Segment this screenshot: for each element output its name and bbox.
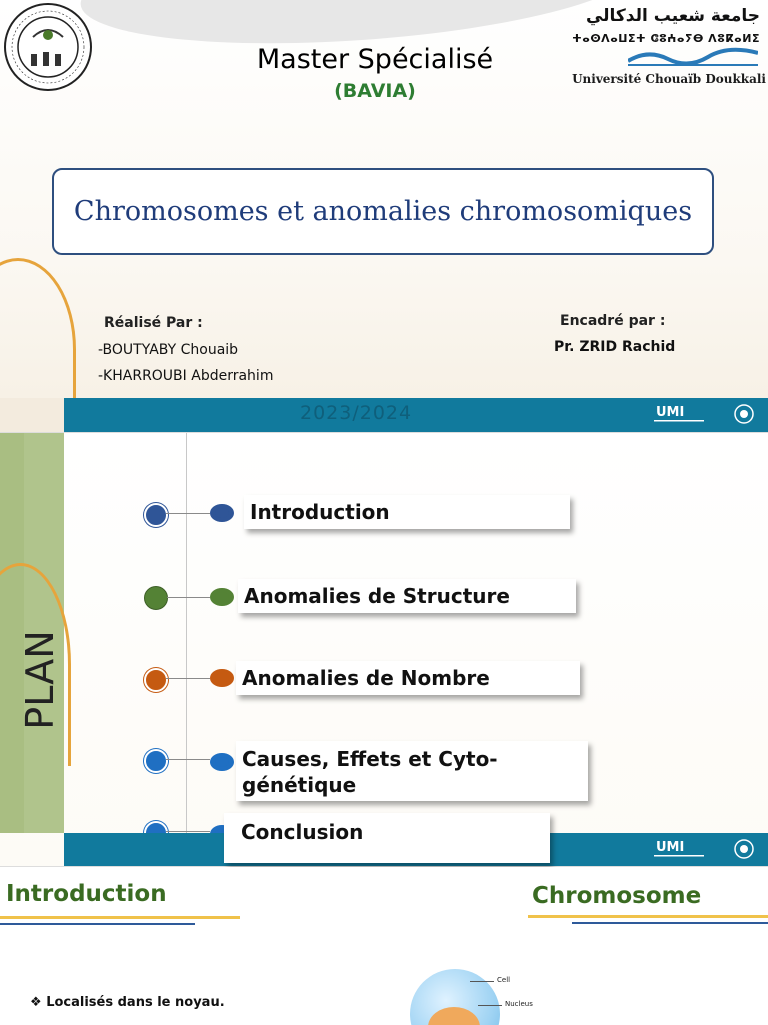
heading-underline	[0, 923, 195, 925]
timeline-dot-icon	[144, 668, 168, 692]
umi-logo-icon	[652, 402, 762, 428]
plan-card	[236, 741, 588, 801]
plan-item-label: Introduction	[250, 500, 390, 524]
connector-line	[166, 831, 210, 832]
plan-slide	[0, 432, 768, 867]
footer-band	[64, 398, 768, 432]
supervisor-name: Pr. ZRID Rachid	[554, 339, 676, 355]
academic-year: 2023/2024	[300, 402, 413, 424]
timeline-marker-icon	[210, 669, 234, 687]
supervisor-label: Encadré par :	[560, 313, 666, 329]
title-slide	[0, 0, 768, 432]
timeline-marker-icon	[210, 753, 234, 771]
connector-line	[166, 759, 210, 760]
connector-line	[167, 597, 210, 598]
connector-line	[166, 678, 210, 679]
connector-line	[166, 513, 210, 514]
diagram-label-nucleus: Nucleus	[505, 1000, 533, 1008]
university-name-arabic: جامعة شعيب الدكالي	[585, 6, 760, 26]
svg-text:UMI: UMI	[656, 840, 685, 855]
heading-underline	[0, 916, 240, 919]
topic-title: Chromosomes et anomalies chromosomiques	[73, 196, 693, 227]
heading-underline	[572, 922, 768, 924]
label-line	[470, 981, 494, 982]
heading-underline	[528, 915, 768, 918]
footer-band-left	[0, 398, 64, 432]
university-name: Université Chouaïb Doukkali	[572, 72, 766, 86]
topic-box	[52, 168, 714, 255]
timeline-marker-icon	[210, 504, 234, 522]
bullet-text: Localisés dans le noyau.	[46, 995, 225, 1010]
program-code: (BAVIA)	[334, 80, 416, 102]
plan-title: PLAN	[18, 630, 62, 730]
plan-item-label: Anomalies de Nombre	[242, 666, 490, 690]
plan-item-label: Conclusion	[241, 820, 364, 844]
author-name: -BOUTYABY Chouaib	[98, 342, 239, 358]
program-title: Master Spécialisé	[256, 44, 494, 75]
plan-card	[224, 813, 550, 863]
plan-item-label: Anomalies de Structure	[244, 584, 510, 608]
plan-card	[236, 661, 580, 695]
diamond-bullet-icon: ❖	[30, 995, 42, 1010]
section-heading: Chromosome	[532, 883, 702, 909]
timeline-dot-icon	[144, 749, 168, 773]
timeline-dot-icon	[144, 586, 168, 610]
plan-card	[238, 579, 576, 613]
introduction-slide	[0, 866, 768, 1025]
timeline-dot-icon	[144, 503, 168, 527]
university-name-tifinagh: ⵜⴰⵙⴷⴰⵡⵉⵜ ⵛⵓⵄⴰⵢⴱ ⴷⵓⴽⴰⵍⵉ	[572, 32, 760, 45]
timeline-marker-icon	[210, 588, 234, 606]
timeline-line	[186, 433, 187, 833]
plan-item-label: Causes, Effets et Cyto- génétique	[242, 747, 498, 797]
label-line	[478, 1005, 502, 1006]
authors-label: Réalisé Par :	[104, 315, 203, 331]
bullet-item	[30, 995, 225, 1010]
diagram-label-cell: Cell	[497, 976, 511, 984]
umi-logo-icon	[652, 837, 762, 863]
plan-card	[244, 495, 570, 529]
section-heading: Introduction	[6, 881, 167, 907]
svg-text:UMI: UMI	[656, 405, 685, 420]
author-name: -KHARROUBI Abderrahim	[98, 368, 274, 384]
